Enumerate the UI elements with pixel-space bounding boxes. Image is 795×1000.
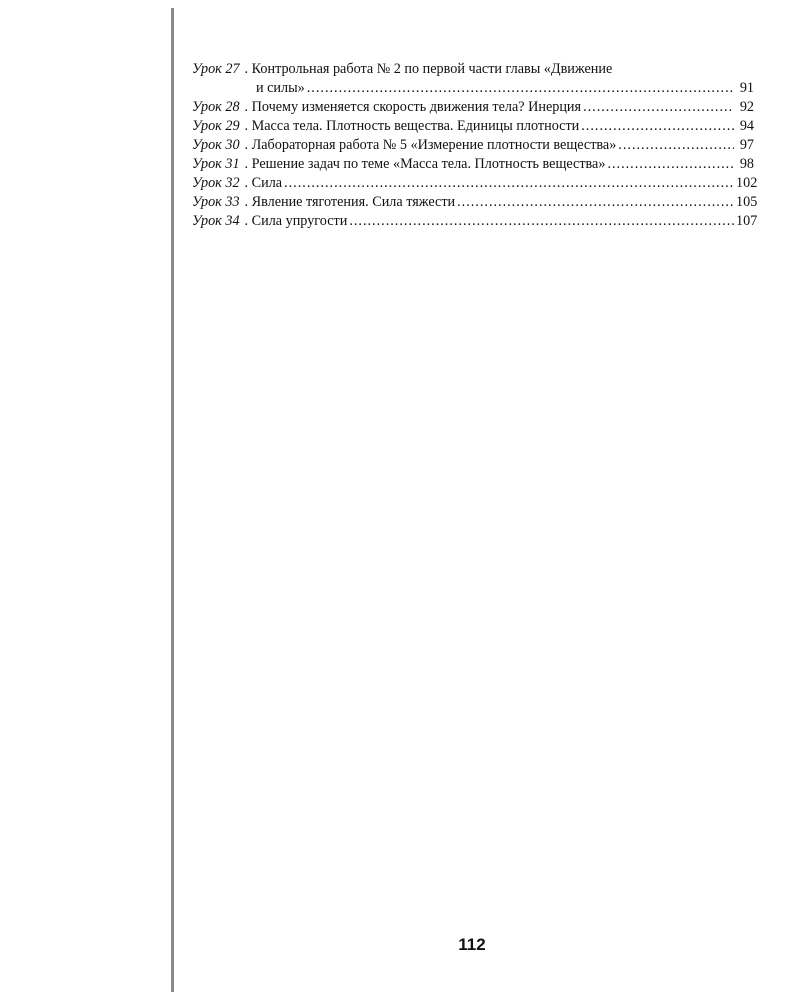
page-number: 105 xyxy=(736,194,758,210)
toc-entry-lesson-34 xyxy=(192,212,758,231)
toc-entry-lesson-31 xyxy=(192,155,754,174)
toc-entry-lesson-28 xyxy=(192,98,754,117)
toc-entry-lesson-27 xyxy=(192,60,754,98)
lesson-label: Урок 34 xyxy=(192,213,240,229)
entry-title: . Явление тяготения. Сила тяжести xyxy=(244,194,456,210)
toc-entry-lesson-30 xyxy=(192,136,754,155)
entry-title: . Решение задач по теме «Масса тела. Плотность вещества» xyxy=(244,156,606,172)
table-of-contents xyxy=(192,60,758,231)
page-number: 92 xyxy=(739,99,754,115)
dot-leader xyxy=(583,98,734,117)
dot-leader xyxy=(618,136,734,155)
page-number: 91 xyxy=(739,80,754,96)
page-number: 98 xyxy=(739,156,754,172)
lesson-label: Урок 33 xyxy=(192,194,240,210)
entry-title: . Почему изменяется скорость движения тела? Инерция xyxy=(244,99,582,115)
entry-title: . Контрольная работа № 2 по первой части главы «Движение xyxy=(244,61,613,77)
page-number: 102 xyxy=(736,175,758,191)
toc-entry-lesson-32 xyxy=(192,174,758,193)
dot-leader xyxy=(284,174,734,193)
toc-entry-lesson-33 xyxy=(192,193,758,212)
lesson-label: Урок 30 xyxy=(192,137,240,153)
dot-leader xyxy=(607,155,734,174)
lesson-label: Урок 28 xyxy=(192,99,240,115)
lesson-label: Урок 27 xyxy=(192,61,240,77)
dot-leader xyxy=(349,212,734,231)
entry-title: . Масса тела. Плотность вещества. Единицы плотности xyxy=(244,118,580,134)
entry-title: . Сила упругости xyxy=(244,213,348,229)
page-footer-number: 112 xyxy=(458,935,486,954)
lesson-label: Урок 32 xyxy=(192,175,240,191)
lesson-label: Урок 31 xyxy=(192,156,240,172)
page-number: 97 xyxy=(739,137,754,153)
page-number: 94 xyxy=(739,118,754,134)
dot-leader xyxy=(581,117,734,136)
page-number: 107 xyxy=(736,213,758,229)
entry-title: . Сила xyxy=(244,175,283,191)
lesson-label: Урок 29 xyxy=(192,118,240,134)
dot-leader xyxy=(307,79,734,98)
dot-leader xyxy=(457,193,734,212)
toc-entry-lesson-29 xyxy=(192,117,754,136)
entry-title: . Лабораторная работа № 5 «Измерение плотности вещества» xyxy=(244,137,617,153)
entry-title-continuation: и силы» xyxy=(256,80,305,96)
margin-rule xyxy=(171,8,174,992)
